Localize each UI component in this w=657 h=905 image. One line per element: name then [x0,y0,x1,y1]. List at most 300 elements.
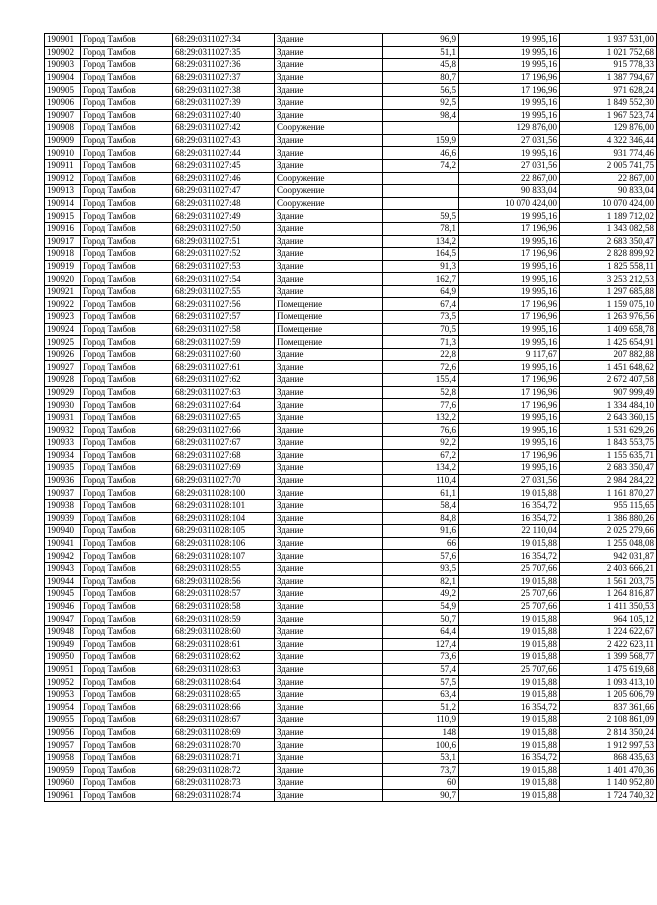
row-number-cell: 190936 [45,474,81,487]
city-cell: Город Тамбов [81,437,173,450]
cadastral-number-cell: 68:29:0311028:70 [173,739,275,752]
cadastral-value-cell: 971 628,24 [560,84,657,97]
table-row [45,411,657,424]
row-number-cell: 190957 [45,739,81,752]
cadastral-number-cell: 68:29:0311027:64 [173,399,275,412]
cadastral-value-cell: 2 005 741,75 [560,159,657,172]
area-cell: 91,6 [383,525,459,538]
table-row [45,714,657,727]
cadastral-value-cell: 207 882,88 [560,348,657,361]
object-type-cell: Здание [275,625,383,638]
cadastral-number-cell: 68:29:0311028:55 [173,562,275,575]
cadastral-value-cell: 1 264 816,87 [560,588,657,601]
object-type-cell: Здание [275,663,383,676]
cadastral-number-cell: 68:29:0311028:104 [173,512,275,525]
cadastral-value-cell: 1 411 350,53 [560,600,657,613]
unit-value-cell: 25 707,66 [459,562,560,575]
table-row [45,437,657,450]
city-cell: Город Тамбов [81,84,173,97]
row-number-cell: 190960 [45,777,81,790]
city-cell: Город Тамбов [81,474,173,487]
city-cell: Город Тамбов [81,46,173,59]
table-row [45,185,657,198]
cadastral-number-cell: 68:29:0311027:49 [173,210,275,223]
object-type-cell: Здание [275,487,383,500]
object-type-cell: Здание [275,59,383,72]
object-type-cell: Здание [275,248,383,261]
city-cell: Город Тамбов [81,512,173,525]
area-cell: 64,4 [383,625,459,638]
row-number-cell: 190932 [45,424,81,437]
cadastral-number-cell: 68:29:0311027:37 [173,71,275,84]
unit-value-cell: 19 015,88 [459,777,560,790]
city-cell: Город Тамбов [81,537,173,550]
object-type-cell: Здание [275,361,383,374]
row-number-cell: 190927 [45,361,81,374]
city-cell: Город Тамбов [81,462,173,475]
cadastral-value-cell: 1 159 075,10 [560,298,657,311]
cadastral-number-cell: 68:29:0311027:69 [173,462,275,475]
cadastral-value-cell: 2 403 666,21 [560,562,657,575]
cadastral-value-cell: 1 343 082,58 [560,222,657,235]
document-page [44,33,654,802]
cadastral-number-cell: 68:29:0311027:53 [173,260,275,273]
area-cell: 22,8 [383,348,459,361]
table-body [45,34,657,802]
object-type-cell: Здание [275,46,383,59]
area-cell: 63,4 [383,688,459,701]
cadastral-number-cell: 68:29:0311028:73 [173,777,275,790]
area-cell: 132,2 [383,411,459,424]
unit-value-cell: 19 015,88 [459,487,560,500]
table-row [45,222,657,235]
table-row [45,424,657,437]
area-cell [383,197,459,210]
city-cell: Город Тамбов [81,222,173,235]
table-row [45,613,657,626]
cadastral-value-cell: 1 263 976,56 [560,311,657,324]
unit-value-cell: 16 354,72 [459,512,560,525]
city-cell: Город Тамбов [81,789,173,802]
row-number-cell: 190920 [45,273,81,286]
cadastral-number-cell: 68:29:0311027:35 [173,46,275,59]
cadastral-value-cell: 10 070 424,00 [560,197,657,210]
cadastral-number-cell: 68:29:0311027:55 [173,285,275,298]
cadastral-value-cell: 2 984 284,22 [560,474,657,487]
row-number-cell: 190926 [45,348,81,361]
city-cell: Город Тамбов [81,34,173,47]
city-cell: Город Тамбов [81,739,173,752]
area-cell: 46,6 [383,147,459,160]
area-cell: 56,5 [383,84,459,97]
cadastral-number-cell: 68:29:0311028:72 [173,764,275,777]
row-number-cell: 190910 [45,147,81,160]
city-cell: Город Тамбов [81,424,173,437]
cadastral-value-cell: 955 115,65 [560,499,657,512]
cadastral-value-cell: 2 108 861,09 [560,714,657,727]
object-type-cell: Здание [275,575,383,588]
row-number-cell: 190925 [45,336,81,349]
area-cell: 155,4 [383,374,459,387]
unit-value-cell: 19 015,88 [459,789,560,802]
unit-value-cell: 10 070 424,00 [459,197,560,210]
cadastral-number-cell: 68:29:0311027:61 [173,361,275,374]
cadastral-value-cell: 1 849 552,30 [560,96,657,109]
cadastral-value-cell: 1 724 740,32 [560,789,657,802]
cadastral-number-cell: 68:29:0311027:66 [173,424,275,437]
unit-value-cell: 19 015,88 [459,726,560,739]
area-cell: 96,9 [383,34,459,47]
area-cell [383,185,459,198]
cadastral-value-cell: 2 683 350,47 [560,462,657,475]
row-number-cell: 190961 [45,789,81,802]
cadastral-value-cell: 837 361,66 [560,701,657,714]
row-number-cell: 190937 [45,487,81,500]
unit-value-cell: 19 995,16 [459,260,560,273]
object-type-cell: Здание [275,235,383,248]
row-number-cell: 190931 [45,411,81,424]
object-type-cell: Здание [275,588,383,601]
table-row [45,499,657,512]
cadastral-number-cell: 68:29:0311028:106 [173,537,275,550]
table-row [45,399,657,412]
cadastral-number-cell: 68:29:0311028:101 [173,499,275,512]
object-type-cell: Здание [275,159,383,172]
cadastral-value-cell: 1 531 629,26 [560,424,657,437]
cadastral-value-cell: 1 912 997,53 [560,739,657,752]
row-number-cell: 190945 [45,588,81,601]
area-cell: 93,5 [383,562,459,575]
cadastral-number-cell: 68:29:0311028:58 [173,600,275,613]
unit-value-cell: 19 995,16 [459,462,560,475]
cadastral-value-cell: 1 297 685,88 [560,285,657,298]
cadastral-number-cell: 68:29:0311027:42 [173,122,275,135]
area-cell: 50,7 [383,613,459,626]
city-cell: Город Тамбов [81,411,173,424]
unit-value-cell: 17 196,96 [459,71,560,84]
row-number-cell: 190948 [45,625,81,638]
table-row [45,197,657,210]
unit-value-cell: 19 015,88 [459,575,560,588]
unit-value-cell: 17 196,96 [459,374,560,387]
row-number-cell: 190954 [45,701,81,714]
city-cell: Город Тамбов [81,638,173,651]
table-row [45,789,657,802]
unit-value-cell: 19 995,16 [459,437,560,450]
unit-value-cell: 17 196,96 [459,311,560,324]
object-type-cell: Здание [275,600,383,613]
row-number-cell: 190928 [45,374,81,387]
unit-value-cell: 17 196,96 [459,449,560,462]
cadastral-value-cell: 90 833,04 [560,185,657,198]
city-cell: Город Тамбов [81,386,173,399]
cadastral-value-cell: 1 386 880,26 [560,512,657,525]
cadastral-value-cell: 1 334 484,10 [560,399,657,412]
cadastral-value-cell: 942 031,87 [560,550,657,563]
table-row [45,588,657,601]
city-cell: Город Тамбов [81,701,173,714]
cadastral-value-cell: 2 828 899,92 [560,248,657,261]
cadastral-value-cell: 1 937 531,00 [560,34,657,47]
area-cell: 60 [383,777,459,790]
object-type-cell: Здание [275,386,383,399]
area-cell: 66 [383,537,459,550]
cadastral-number-cell: 68:29:0311028:63 [173,663,275,676]
object-type-cell: Здание [275,701,383,714]
table-row [45,285,657,298]
area-cell: 73,6 [383,651,459,664]
row-number-cell: 190953 [45,688,81,701]
row-number-cell: 190921 [45,285,81,298]
unit-value-cell: 19 995,16 [459,46,560,59]
table-row [45,751,657,764]
cadastral-value-cell: 1 401 470,36 [560,764,657,777]
object-type-cell: Здание [275,764,383,777]
cadastral-number-cell: 68:29:0311027:62 [173,374,275,387]
cadastral-number-cell: 68:29:0311028:62 [173,651,275,664]
table-row [45,71,657,84]
cadastral-number-cell: 68:29:0311027:47 [173,185,275,198]
cadastral-number-cell: 68:29:0311027:40 [173,109,275,122]
row-number-cell: 190908 [45,122,81,135]
cadastral-value-cell: 3 253 212,53 [560,273,657,286]
cadastral-number-cell: 68:29:0311027:54 [173,273,275,286]
object-type-cell: Помещение [275,311,383,324]
table-row [45,474,657,487]
object-type-cell: Здание [275,273,383,286]
row-number-cell: 190907 [45,109,81,122]
table-row [45,764,657,777]
unit-value-cell: 17 196,96 [459,298,560,311]
city-cell: Город Тамбов [81,764,173,777]
city-cell: Город Тамбов [81,399,173,412]
city-cell: Город Тамбов [81,273,173,286]
cadastral-value-cell: 1 093 413,10 [560,676,657,689]
table-row [45,562,657,575]
row-number-cell: 190944 [45,575,81,588]
table-row [45,726,657,739]
unit-value-cell: 19 015,88 [459,739,560,752]
cadastral-value-cell: 1 843 553,75 [560,437,657,450]
unit-value-cell: 16 354,72 [459,701,560,714]
area-cell: 51,2 [383,701,459,714]
row-number-cell: 190916 [45,222,81,235]
object-type-cell: Здание [275,751,383,764]
unit-value-cell: 19 995,16 [459,235,560,248]
cadastral-number-cell: 68:29:0311028:64 [173,676,275,689]
unit-value-cell: 19 995,16 [459,210,560,223]
table-row [45,739,657,752]
area-cell: 162,7 [383,273,459,286]
unit-value-cell: 129 876,00 [459,122,560,135]
object-type-cell: Здание [275,285,383,298]
city-cell: Город Тамбов [81,260,173,273]
unit-value-cell: 17 196,96 [459,399,560,412]
area-cell: 57,4 [383,663,459,676]
unit-value-cell: 17 196,96 [459,386,560,399]
unit-value-cell: 27 031,56 [459,134,560,147]
city-cell: Город Тамбов [81,663,173,676]
cadastral-value-cell: 964 105,12 [560,613,657,626]
unit-value-cell: 27 031,56 [459,159,560,172]
table-row [45,525,657,538]
city-cell: Город Тамбов [81,71,173,84]
area-cell: 98,4 [383,109,459,122]
city-cell: Город Тамбов [81,361,173,374]
object-type-cell: Здание [275,134,383,147]
row-number-cell: 190913 [45,185,81,198]
row-number-cell: 190935 [45,462,81,475]
row-number-cell: 190905 [45,84,81,97]
object-type-cell: Здание [275,34,383,47]
row-number-cell: 190915 [45,210,81,223]
cadastral-number-cell: 68:29:0311028:69 [173,726,275,739]
cadastral-number-cell: 68:29:0311028:60 [173,625,275,638]
object-type-cell: Здание [275,71,383,84]
row-number-cell: 190911 [45,159,81,172]
area-cell: 84,8 [383,512,459,525]
row-number-cell: 190924 [45,323,81,336]
table-row [45,701,657,714]
unit-value-cell: 19 995,16 [459,361,560,374]
object-type-cell: Здание [275,525,383,538]
cadastral-number-cell: 68:29:0311028:107 [173,550,275,563]
area-cell: 92,5 [383,96,459,109]
object-type-cell: Здание [275,714,383,727]
city-cell: Город Тамбов [81,285,173,298]
unit-value-cell: 90 833,04 [459,185,560,198]
row-number-cell: 190917 [45,235,81,248]
cadastral-number-cell: 68:29:0311027:44 [173,147,275,160]
unit-value-cell: 27 031,56 [459,474,560,487]
cadastral-number-cell: 68:29:0311027:57 [173,311,275,324]
object-type-cell: Здание [275,374,383,387]
city-cell: Город Тамбов [81,96,173,109]
city-cell: Город Тамбов [81,159,173,172]
area-cell [383,172,459,185]
row-number-cell: 190902 [45,46,81,59]
cadastral-number-cell: 68:29:0311027:51 [173,235,275,248]
unit-value-cell: 19 015,88 [459,764,560,777]
city-cell: Город Тамбов [81,323,173,336]
cadastral-number-cell: 68:29:0311028:74 [173,789,275,802]
city-cell: Город Тамбов [81,374,173,387]
unit-value-cell: 19 015,88 [459,651,560,664]
cadastral-number-cell: 68:29:0311027:58 [173,323,275,336]
object-type-cell: Здание [275,474,383,487]
area-cell: 53,1 [383,751,459,764]
object-type-cell: Здание [275,613,383,626]
cadastral-value-cell: 907 999,49 [560,386,657,399]
object-type-cell: Здание [275,96,383,109]
object-type-cell: Здание [275,109,383,122]
unit-value-cell: 19 995,16 [459,59,560,72]
area-cell: 92,2 [383,437,459,450]
cadastral-number-cell: 68:29:0311028:100 [173,487,275,500]
cadastral-value-cell: 1 399 568,77 [560,651,657,664]
cadastral-value-cell: 1 224 622,67 [560,625,657,638]
cadastral-value-cell: 129 876,00 [560,122,657,135]
row-number-cell: 190950 [45,651,81,664]
cadastral-number-cell: 68:29:0311027:65 [173,411,275,424]
cadastral-value-cell: 1 451 648,62 [560,361,657,374]
object-type-cell: Здание [275,210,383,223]
table-row [45,600,657,613]
object-type-cell: Здание [275,638,383,651]
cadastral-value-cell: 868 435,63 [560,751,657,764]
city-cell: Город Тамбов [81,311,173,324]
row-number-cell: 190904 [45,71,81,84]
cadastral-number-cell: 68:29:0311027:67 [173,437,275,450]
row-number-cell: 190951 [45,663,81,676]
table-row [45,84,657,97]
object-type-cell: Здание [275,437,383,450]
row-number-cell: 190903 [45,59,81,72]
object-type-cell: Здание [275,147,383,160]
object-type-cell: Здание [275,688,383,701]
table-row [45,34,657,47]
table-row [45,122,657,135]
object-type-cell: Здание [275,512,383,525]
object-type-cell: Здание [275,739,383,752]
object-type-cell: Помещение [275,298,383,311]
property-table [44,33,657,802]
city-cell: Город Тамбов [81,625,173,638]
cadastral-value-cell: 1 967 523,74 [560,109,657,122]
cadastral-value-cell: 1 021 752,68 [560,46,657,59]
table-row [45,537,657,550]
cadastral-number-cell: 68:29:0311027:56 [173,298,275,311]
cadastral-value-cell: 1 825 558,11 [560,260,657,273]
cadastral-value-cell: 1 205 606,79 [560,688,657,701]
row-number-cell: 190952 [45,676,81,689]
unit-value-cell: 22 867,00 [459,172,560,185]
table-row [45,462,657,475]
cadastral-number-cell: 68:29:0311028:59 [173,613,275,626]
unit-value-cell: 19 995,16 [459,424,560,437]
city-cell: Город Тамбов [81,487,173,500]
row-number-cell: 190959 [45,764,81,777]
area-cell: 77,6 [383,399,459,412]
table-row [45,625,657,638]
object-type-cell: Здание [275,449,383,462]
row-number-cell: 190912 [45,172,81,185]
table-row [45,147,657,160]
object-type-cell: Здание [275,399,383,412]
cadastral-value-cell: 1 155 635,71 [560,449,657,462]
city-cell: Город Тамбов [81,197,173,210]
row-number-cell: 190946 [45,600,81,613]
unit-value-cell: 25 707,66 [459,600,560,613]
area-cell: 74,2 [383,159,459,172]
object-type-cell: Здание [275,537,383,550]
object-type-cell: Помещение [275,336,383,349]
cadastral-value-cell: 1 387 794,67 [560,71,657,84]
area-cell: 110,9 [383,714,459,727]
object-type-cell: Здание [275,411,383,424]
unit-value-cell: 19 995,16 [459,411,560,424]
table-row [45,336,657,349]
area-cell: 54,9 [383,600,459,613]
table-row [45,159,657,172]
table-row [45,298,657,311]
area-cell: 164,5 [383,248,459,261]
row-number-cell: 190922 [45,298,81,311]
object-type-cell: Здание [275,260,383,273]
table-row [45,487,657,500]
row-number-cell: 190955 [45,714,81,727]
table-row [45,134,657,147]
